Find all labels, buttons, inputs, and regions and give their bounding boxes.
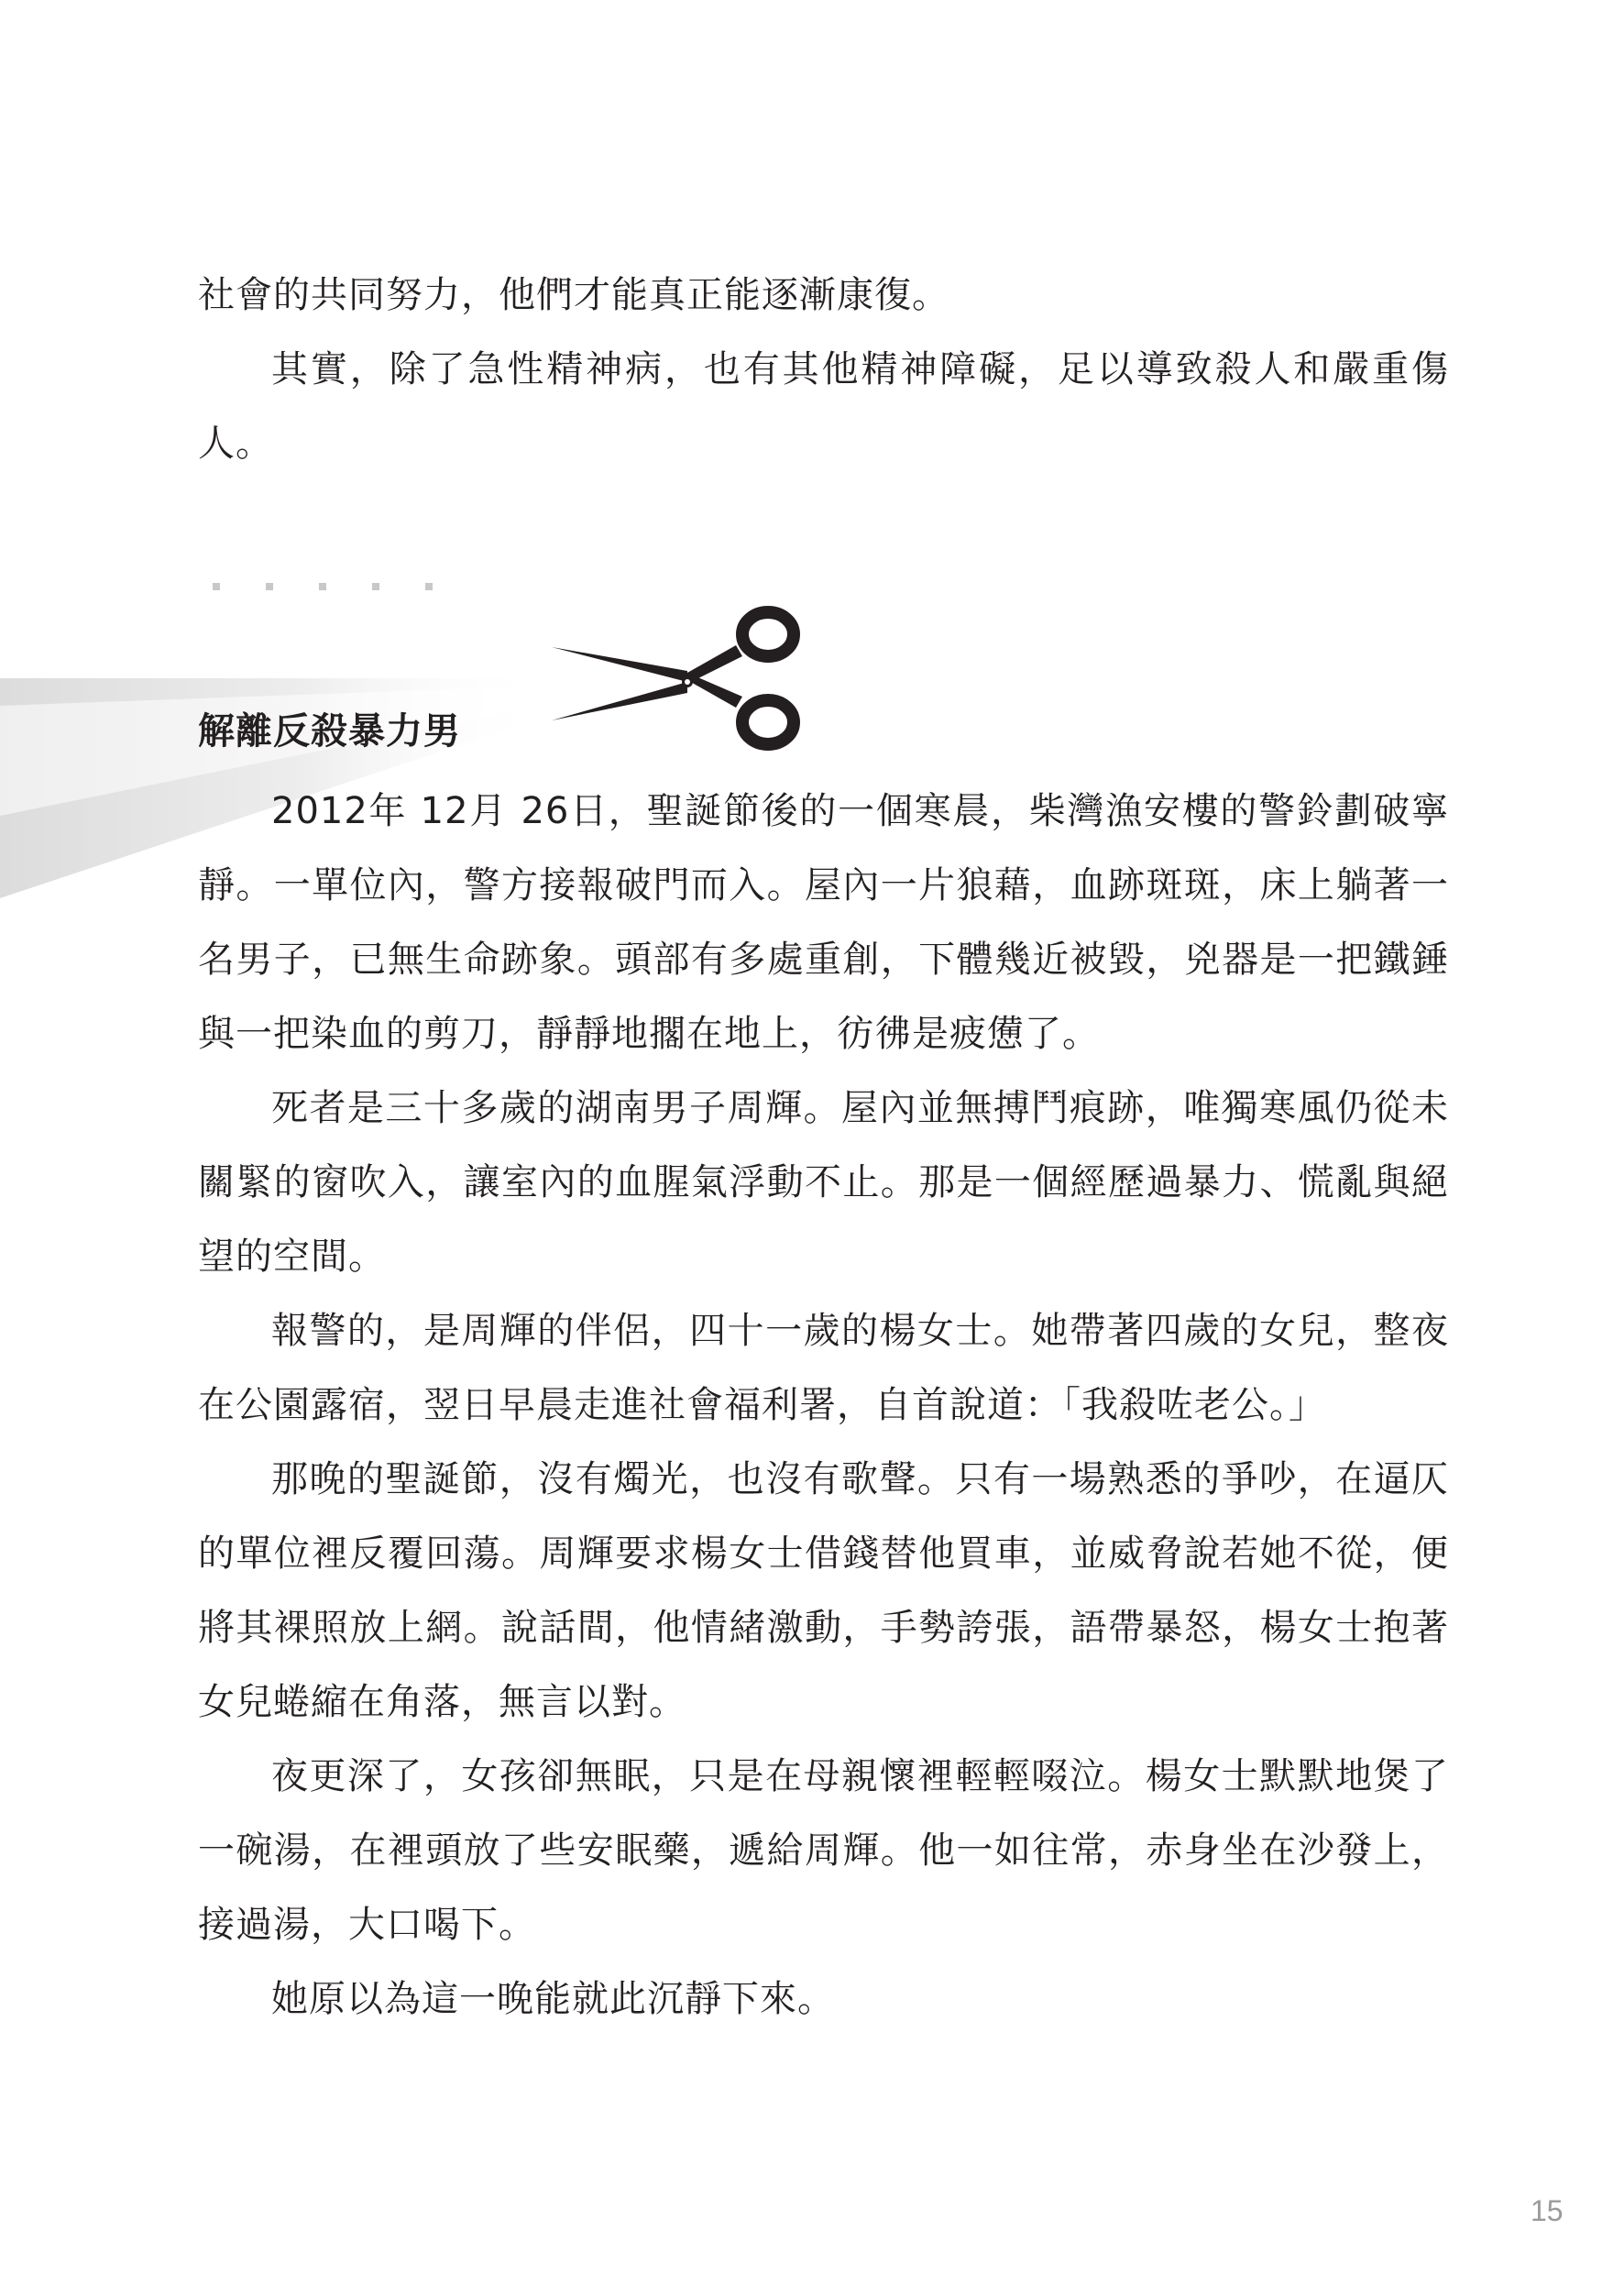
main-text-block: [198, 774, 1449, 2037]
section-heading: 解離反殺暴力男: [198, 710, 461, 753]
paragraph: 2012年 12月 26日，聖誕節後的一個寒晨，柴灣漁安樓的警鈴劃破寧靜。一單位內，警方接報破門而入。屋內一片狼藉，血跡斑斑，床上躺著一名男子，已無生命跡象。頭部有多處重創，下體幾近被毀，兇器是一把鐵錘與一把染血的剪刀，靜靜地擱在地上，彷彿是疲憊了。: [198, 790, 1449, 1055]
paragraph: 她原以為這一晚能就此沉靜下來。: [271, 1978, 835, 2020]
paragraph: 夜更深了，女孩卻無眠，只是在母親懷裡輕輕啜泣。楊女士默默地煲了一碗湯，在裡頭放了些安眠藥，遞給周輝。他一如往常，赤身坐在沙發上，接過湯，大口喝下。: [198, 1755, 1449, 1946]
section-divider-dots: [213, 583, 451, 594]
paragraph: 社會的共同努力，他們才能真正能逐漸康復。: [198, 274, 949, 316]
paragraph: 報警的，是周輝的伴侶，四十一歲的楊女士。她帶著四歲的女兒，整夜在公園露宿，翌日早晨走進社會福利署，自首說道：「我殺咗老公。」: [198, 1310, 1449, 1426]
page-number: 15: [1531, 2194, 1564, 2227]
paragraph: 其實，除了急性精神病，也有其他精神障礙，足以導致殺人和嚴重傷人。: [198, 348, 1449, 465]
paragraph: 那晚的聖誕節，沒有燭光，也沒有歌聲。只有一場熟悉的爭吵，在逼仄的單位裡反覆回蕩。周輝要求楊女士借錢替他買車，並威脅說若她不從，便將其裸照放上網。說話間，他情緒激動，手勢誇張，語帶暴怒，楊女士抱著女兒蜷縮在角落，無言以對。: [198, 1458, 1449, 1723]
scissors-icon: [550, 605, 808, 752]
paragraph: 死者是三十多歲的湖南男子周輝。屋內並無搏鬥痕跡，唯獨寒風仍從未關緊的窗吹入，讓室內的血腥氣浮動不止。那是一個經歷過暴力、慌亂與絕望的空間。: [198, 1087, 1449, 1278]
top-text-block: [198, 258, 1449, 481]
